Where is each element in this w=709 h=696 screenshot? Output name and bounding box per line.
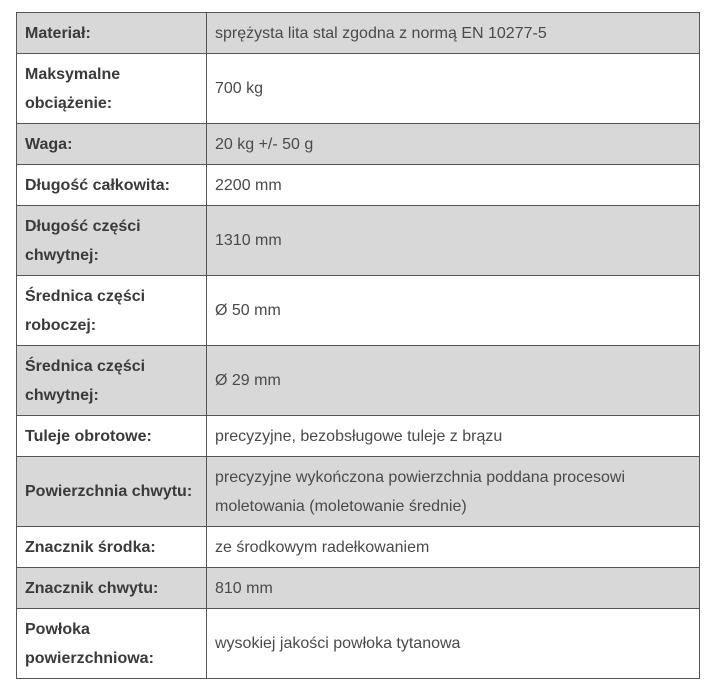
spec-row-max-load xyxy=(17,54,700,124)
spec-value: ze środkowym radełkowaniem xyxy=(207,527,700,568)
spec-value: Ø 50 mm xyxy=(207,276,700,346)
spec-value: 700 kg xyxy=(207,54,700,124)
spec-value: sprężysta lita stal zgodna z normą EN 10277-5 xyxy=(207,13,700,54)
spec-value: wysokiej jakości powłoka tytanowa xyxy=(207,609,700,679)
spec-value: precyzyjne wykończona powierzchnia poddana procesowi moletowania (moletowanie średnie) xyxy=(207,457,700,527)
spec-row-sleeves xyxy=(17,416,700,457)
spec-label: Długość całkowita: xyxy=(17,165,207,206)
spec-row-working-diameter xyxy=(17,276,700,346)
spec-value: Ø 29 mm xyxy=(207,346,700,416)
spec-label: Waga: xyxy=(17,124,207,165)
spec-label: Średnica części roboczej: xyxy=(17,276,207,346)
spec-row-grip-length xyxy=(17,206,700,276)
spec-row-coating xyxy=(17,609,700,679)
spec-row-material xyxy=(17,13,700,54)
spec-label: Materiał: xyxy=(17,13,207,54)
spec-label: Tuleje obrotowe: xyxy=(17,416,207,457)
spec-value: 810 mm xyxy=(207,568,700,609)
spec-row-weight xyxy=(17,124,700,165)
spec-label: Długość części chwytnej: xyxy=(17,206,207,276)
spec-table xyxy=(16,12,700,679)
spec-label: Powłoka powierzchniowa: xyxy=(17,609,207,679)
spec-label: Powierzchnia chwytu: xyxy=(17,457,207,527)
spec-row-grip-surface xyxy=(17,457,700,527)
spec-row-grip-diameter xyxy=(17,346,700,416)
spec-value: 1310 mm xyxy=(207,206,700,276)
spec-label: Maksymalne obciążenie: xyxy=(17,54,207,124)
spec-label: Średnica części chwytnej: xyxy=(17,346,207,416)
spec-label: Znacznik chwytu: xyxy=(17,568,207,609)
spec-row-grip-mark xyxy=(17,568,700,609)
spec-row-center-mark xyxy=(17,527,700,568)
spec-value: 20 kg +/- 50 g xyxy=(207,124,700,165)
spec-label: Znacznik środka: xyxy=(17,527,207,568)
spec-value: precyzyjne, bezobsługowe tuleje z brązu xyxy=(207,416,700,457)
spec-row-total-length xyxy=(17,165,700,206)
spec-value: 2200 mm xyxy=(207,165,700,206)
